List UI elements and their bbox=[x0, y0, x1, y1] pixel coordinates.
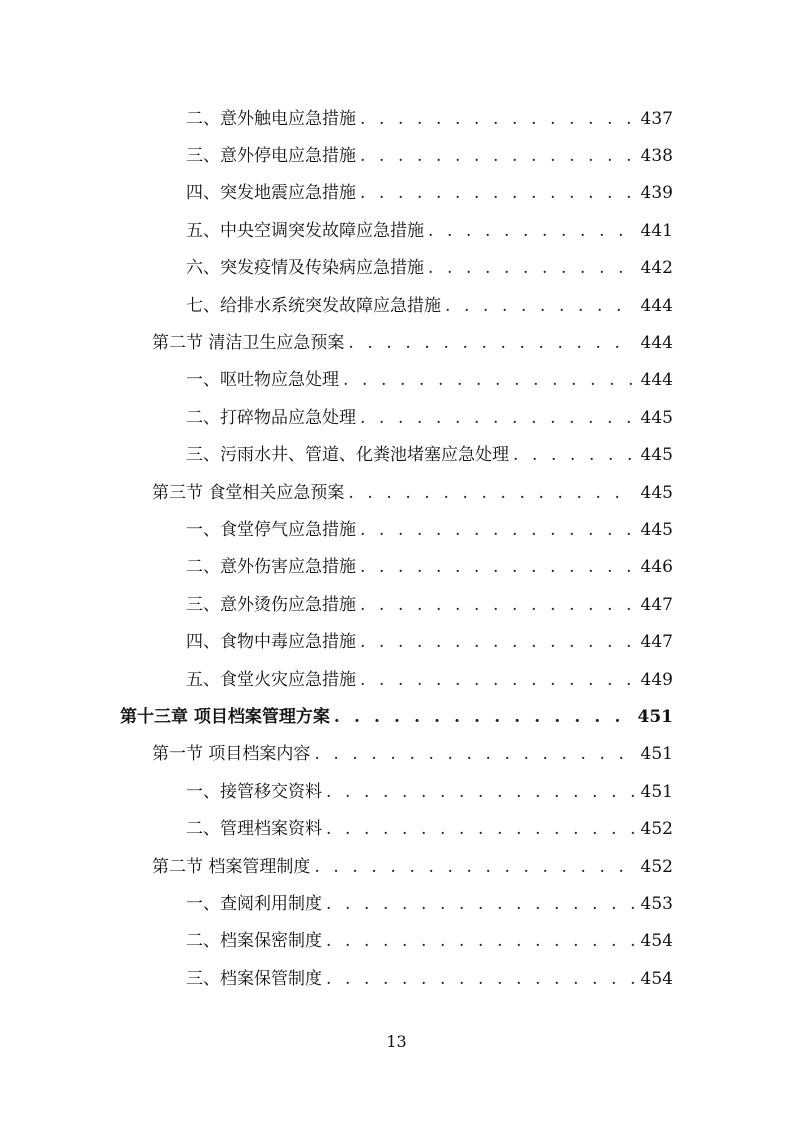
toc-entry-title: 三、档案保管制度 bbox=[186, 968, 322, 989]
toc-dot-leader bbox=[360, 669, 635, 691]
toc-entry-page-number: 444 bbox=[640, 370, 673, 391]
toc-item-entry[interactable] bbox=[0, 549, 793, 586]
toc-dot-leader bbox=[360, 407, 635, 429]
toc-entry-title: 六、突发疫情及传染病应急措施 bbox=[186, 258, 424, 279]
toc-dot-leader bbox=[326, 930, 635, 952]
toc-dot-leader bbox=[326, 818, 635, 840]
toc-entry-title: 二、打碎物品应急处理 bbox=[186, 407, 356, 428]
toc-entry-page-number: 451 bbox=[640, 781, 673, 802]
toc-dot-leader bbox=[360, 594, 635, 616]
toc-entry-title: 四、食物中毒应急措施 bbox=[186, 632, 356, 653]
toc-dot-leader bbox=[360, 631, 635, 653]
toc-entry-title: 五、食堂火灾应急措施 bbox=[186, 669, 356, 690]
toc-dot-leader bbox=[428, 257, 635, 279]
toc-entry-title: 一、呕吐物应急处理 bbox=[186, 370, 339, 391]
toc-entry-title: 三、污雨水井、管道、化粪池堵塞应急处理 bbox=[186, 445, 509, 466]
toc-entry-page-number: 454 bbox=[640, 968, 673, 989]
toc-entry-page-number: 452 bbox=[640, 819, 673, 840]
toc-dot-leader bbox=[334, 706, 632, 728]
toc-entry-title: 第一节 项目档案内容 bbox=[152, 744, 311, 765]
toc-entry-title: 第二节 清洁卫生应急预案 bbox=[152, 333, 345, 354]
toc-item-entry[interactable] bbox=[0, 511, 793, 548]
toc-entry-title: 二、意外伤害应急措施 bbox=[186, 557, 356, 578]
toc-entry-page-number: 445 bbox=[640, 482, 673, 503]
toc-item-entry[interactable] bbox=[0, 100, 793, 137]
toc-entry-title: 一、接管移交资料 bbox=[186, 781, 322, 802]
toc-dot-leader bbox=[314, 856, 634, 878]
toc-item-entry[interactable] bbox=[0, 586, 793, 623]
toc-dot-leader bbox=[360, 145, 635, 167]
toc-entry-page-number: 444 bbox=[640, 295, 673, 316]
toc-entry-page-number: 437 bbox=[640, 108, 673, 129]
toc-item-entry[interactable] bbox=[0, 287, 793, 324]
toc-item-entry[interactable] bbox=[0, 623, 793, 660]
toc-entry-page-number: 441 bbox=[640, 220, 673, 241]
toc-dot-leader bbox=[513, 444, 635, 466]
toc-chapter-entry[interactable] bbox=[0, 698, 793, 735]
toc-entry-page-number: 453 bbox=[640, 893, 673, 914]
toc-entry-page-number: 438 bbox=[640, 146, 673, 167]
toc-item-entry[interactable] bbox=[0, 362, 793, 399]
toc-entry-page-number: 451 bbox=[637, 706, 673, 727]
toc-entry-title: 二、管理档案资料 bbox=[186, 819, 322, 840]
toc-section-entry[interactable] bbox=[0, 736, 793, 773]
toc-item-entry[interactable] bbox=[0, 399, 793, 436]
toc-entry-title: 一、查阅利用制度 bbox=[186, 893, 322, 914]
toc-entry-page-number: 447 bbox=[640, 632, 673, 653]
toc-item-entry[interactable] bbox=[0, 250, 793, 287]
toc-section-entry[interactable] bbox=[0, 848, 793, 885]
toc-entry-page-number: 454 bbox=[640, 931, 673, 952]
toc-item-entry[interactable] bbox=[0, 960, 793, 997]
toc-entry-title: 三、意外烫伤应急措施 bbox=[186, 594, 356, 615]
toc-entry-title: 五、中央空调突发故障应急措施 bbox=[186, 220, 424, 241]
toc-dot-leader bbox=[326, 893, 635, 915]
toc-item-entry[interactable] bbox=[0, 810, 793, 847]
toc-dot-leader bbox=[445, 295, 635, 317]
toc-dot-leader bbox=[326, 781, 635, 803]
toc-dot-leader bbox=[348, 482, 634, 504]
toc-dot-leader bbox=[348, 332, 634, 354]
toc-dot-leader bbox=[343, 369, 635, 391]
page-number: 13 bbox=[386, 1032, 407, 1051]
toc-entry-title: 四、突发地震应急措施 bbox=[186, 183, 356, 204]
toc-entry-page-number: 447 bbox=[640, 594, 673, 615]
toc-item-entry[interactable] bbox=[0, 137, 793, 174]
toc-item-entry[interactable] bbox=[0, 885, 793, 922]
toc-dot-leader bbox=[314, 743, 634, 765]
toc-item-entry[interactable] bbox=[0, 212, 793, 249]
toc-item-entry[interactable] bbox=[0, 175, 793, 212]
toc-entry-title: 二、意外触电应急措施 bbox=[186, 108, 356, 129]
toc-entry-page-number: 445 bbox=[640, 519, 673, 540]
toc-section-entry[interactable] bbox=[0, 324, 793, 361]
toc-dot-leader bbox=[360, 556, 635, 578]
toc-entry-title: 七、给排水系统突发故障应急措施 bbox=[186, 295, 441, 316]
toc-entry-page-number: 445 bbox=[640, 407, 673, 428]
toc-item-entry[interactable] bbox=[0, 923, 793, 960]
toc-dot-leader bbox=[360, 182, 635, 204]
toc-entry-title: 二、档案保密制度 bbox=[186, 931, 322, 952]
toc-entry-page-number: 445 bbox=[640, 445, 673, 466]
toc-entry-page-number: 444 bbox=[640, 333, 673, 354]
toc-entry-title: 一、食堂停气应急措施 bbox=[186, 519, 356, 540]
toc-dot-leader bbox=[360, 108, 635, 130]
toc-entry-page-number: 452 bbox=[640, 856, 673, 877]
toc-item-entry[interactable] bbox=[0, 437, 793, 474]
toc-entry-title: 第三节 食堂相关应急预案 bbox=[152, 482, 345, 503]
toc-item-entry[interactable] bbox=[0, 773, 793, 810]
toc-entry-page-number: 449 bbox=[640, 669, 673, 690]
toc-item-entry[interactable] bbox=[0, 661, 793, 698]
toc-entry-page-number: 439 bbox=[640, 183, 673, 204]
toc-entry-title: 第十三章 项目档案管理方案 bbox=[120, 706, 330, 727]
toc-entry-title: 三、意外停电应急措施 bbox=[186, 146, 356, 167]
toc-entry-page-number: 451 bbox=[640, 744, 673, 765]
toc-entry-page-number: 446 bbox=[640, 557, 673, 578]
toc-dot-leader bbox=[360, 519, 635, 541]
toc-dot-leader bbox=[428, 220, 635, 242]
table-of-contents bbox=[0, 100, 793, 997]
toc-entry-page-number: 442 bbox=[640, 258, 673, 279]
toc-section-entry[interactable] bbox=[0, 474, 793, 511]
toc-dot-leader bbox=[326, 968, 635, 990]
toc-entry-title: 第二节 档案管理制度 bbox=[152, 856, 311, 877]
